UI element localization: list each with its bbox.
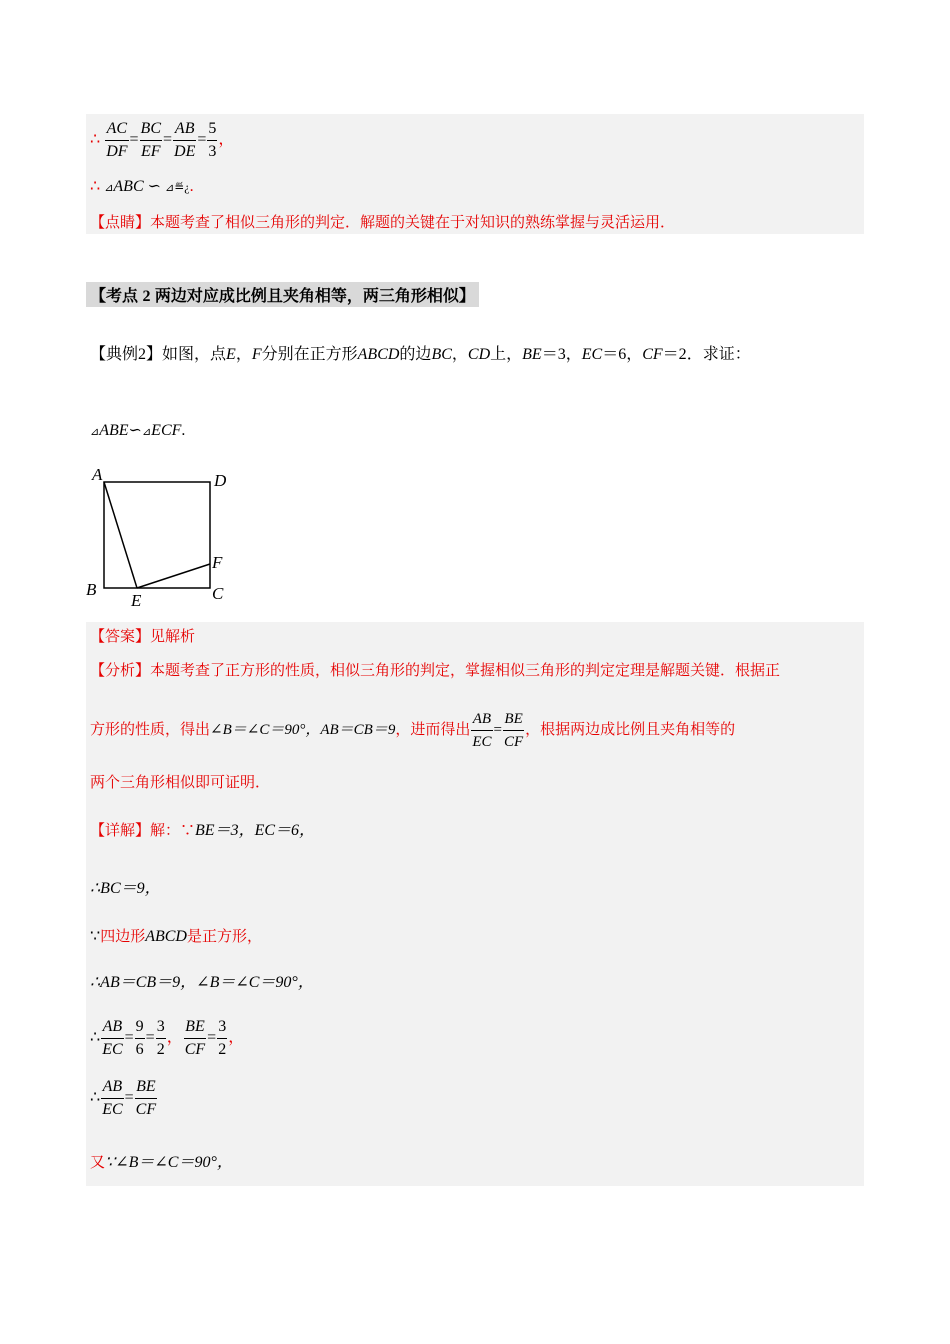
answer-line: 【答案】见解析 (90, 628, 196, 645)
comment-tag: 【点睛】 (90, 214, 151, 231)
example-problem: 【典例2】如图，点E，F分别在正方形ABCD的边BC，CD上，BE＝3，EC＝6，CF＝2．求证： (90, 346, 751, 363)
fraction-ab-de: $\frac{AB}{DE}$ (174, 120, 196, 160)
section-heading: 【考点 2 两边对应成比例且夹角相等，两三角形相似】 (86, 282, 479, 307)
fraction-5-3: $\frac{5}{3}$ (208, 120, 217, 160)
square-figure (84, 460, 244, 612)
detail-line-1: 【详解】解：∵BE＝3，EC＝6， (90, 822, 316, 839)
detail-line-4: ∴AB＝CB＝9，∠B＝∠C＝90°， (90, 974, 314, 991)
analysis-line-2: 方形的性质，得出∠B＝∠C＝90°，AB＝CB＝9，进而得出 $\frac{AB}{EC}$ = $\frac{BE}{CF}$ ，根据两边成比例且夹角相等的 (90, 708, 735, 753)
detail-tag: 【详解】 (90, 822, 151, 839)
fraction-be-cf-3: $\frac{BE}{CF}$ (135, 1078, 157, 1118)
solution-block-2 (86, 622, 864, 1186)
ratio-line: ∴ $\frac{AC}{DF}$ = $\frac{BC}{EF}$ = $\frac{AB}{DE}$ = $\frac{5}{3}$ ， (90, 118, 234, 163)
label-a: A (92, 465, 103, 484)
detail-line-5: ∴ $\frac{AB}{EC}$ = $\frac{9}{6}$ = $\frac{3}{2}$ ， $\frac{BE}{CF}$ = $\frac{3}{2}$ ， (90, 1016, 244, 1061)
label-f: F (212, 553, 223, 572)
comment-line: 【点睛】本题考查了相似三角形的判定．解题的关键在于对知识的熟练掌握与灵活运用． (90, 214, 676, 231)
fraction-ac-df: $\frac{AC}{DF}$ (106, 120, 128, 160)
prove-statement: ⊿ABE∽⊿ECF. (90, 422, 186, 439)
label-c: C (212, 584, 224, 603)
segment-ef (137, 564, 210, 588)
detail-line-6: ∴ $\frac{AB}{EC}$ = $\frac{BE}{CF}$ (90, 1076, 158, 1121)
analysis-tag: 【分析】 (90, 662, 151, 679)
detail-line-7: 又∵∠B＝∠C＝90°， (90, 1154, 233, 1171)
answer-tag: 【答案】 (90, 628, 151, 645)
analysis-line-1: 【分析】本题考查了正方形的性质，相似三角形的判定，掌握相似三角形的判定定理是解题关键．根据正 (90, 662, 781, 679)
detail-line-2: ∴BC＝9， (90, 880, 161, 897)
fraction-ab-ec-2: $\frac{AB}{EC}$ (102, 1018, 123, 1058)
analysis-line-3: 两个三角形相似即可证明． (90, 774, 271, 791)
fraction-be-cf-2: $\frac{BE}{CF}$ (184, 1018, 206, 1058)
fraction-9-6: $\frac{9}{6}$ (135, 1018, 144, 1058)
fraction-ab-ec-3: $\frac{AB}{EC}$ (102, 1078, 123, 1118)
fraction-be-cf: $\frac{BE}{CF}$ (503, 708, 524, 753)
label-d: D (214, 471, 227, 490)
fraction-bc-ef: $\frac{BC}{EF}$ (140, 120, 161, 160)
segment-ae (104, 482, 137, 588)
label-b: B (86, 580, 97, 599)
fraction-3-2: $\frac{3}{2}$ (156, 1018, 165, 1058)
label-e: E (131, 591, 142, 610)
fraction-ab-ec: $\frac{AB}{EC}$ (471, 708, 492, 753)
fraction-3-2-b: $\frac{3}{2}$ (218, 1018, 227, 1058)
detail-line-3: ∵四边形ABCD是正方形， (90, 928, 262, 945)
similar-conclusion-1: ∴ ⊿ABC ∽ ⊿≝¿. (90, 178, 194, 195)
